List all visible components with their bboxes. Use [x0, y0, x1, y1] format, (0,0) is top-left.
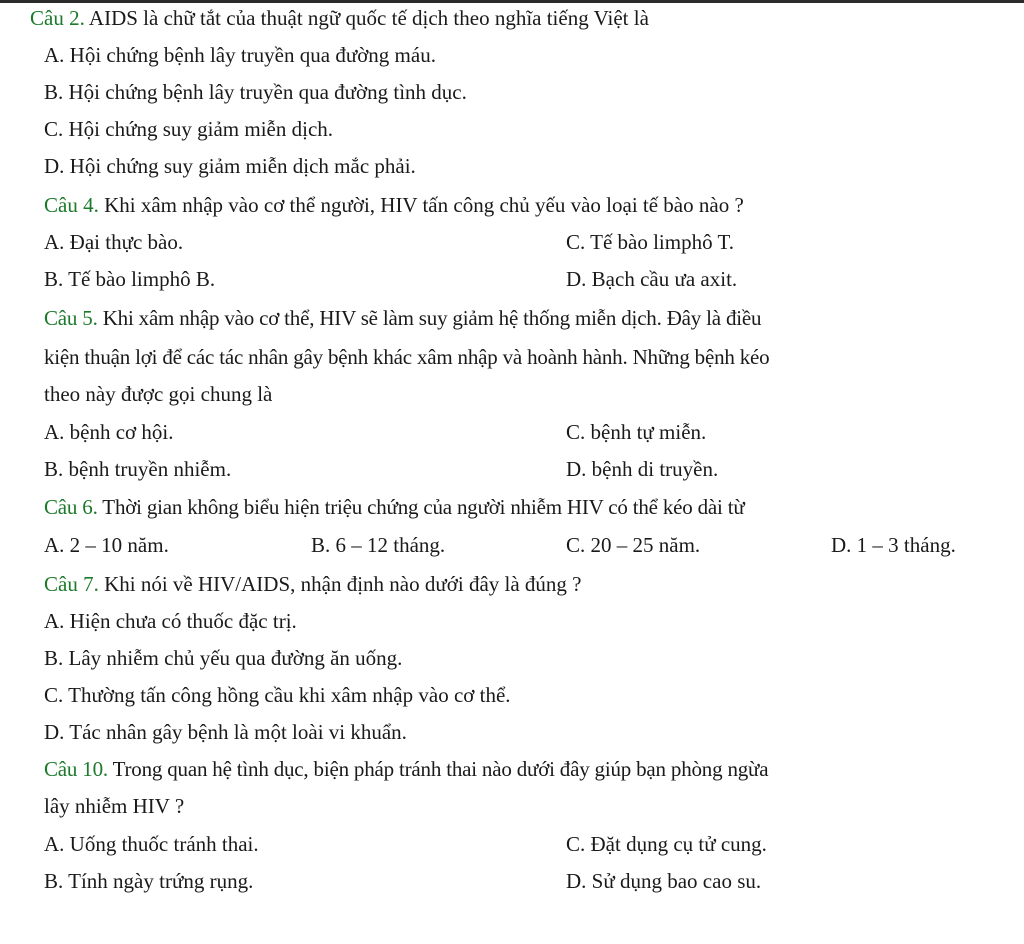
question-6-option-d: D. 1 – 3 tháng. — [831, 533, 956, 557]
question-4-option-c: C. Tế bào limphô T. — [566, 230, 734, 254]
question-10-options-row-2 — [0, 863, 1024, 899]
question-2-option-a — [0, 37, 1024, 73]
question-4-text: Khi xâm nhập vào cơ thể người, HIV tấn công chủ yếu vào loại tế bào nào ? — [98, 193, 744, 217]
option-text: A. Hội chứng bệnh lây truyền qua đường máu. — [44, 43, 436, 67]
question-6-text: Thời gian không biểu hiện triệu chứng của người nhiễm HIV có thể kéo dài từ — [97, 495, 745, 519]
question-10-options-row-1 — [0, 826, 1024, 862]
question-4-option-a: A. Đại thực bào. — [44, 230, 184, 254]
question-5-option-c: C. bệnh tự miễn. — [566, 420, 707, 444]
question-5-text-line-3: theo này được gọi chung là — [44, 382, 273, 406]
option-text: C. Thường tấn công hồng cầu khi xâm nhập vào cơ thể. — [44, 683, 511, 707]
question-4-options-row-1 — [0, 224, 1024, 260]
question-6-option-c: C. 20 – 25 năm. — [566, 533, 701, 557]
question-5-option-a: A. bệnh cơ hội. — [44, 420, 174, 444]
question-5-line-2 — [0, 339, 1024, 375]
question-10-option-b: B. Tính ngày trứng rụng. — [44, 869, 254, 893]
question-4-options-row-2 — [0, 261, 1024, 297]
question-5 — [0, 300, 1024, 336]
question-7-option-d — [0, 714, 1024, 750]
question-4-option-d: D. Bạch cầu ưa axit. — [566, 267, 738, 291]
question-10-label: Câu 10. — [44, 757, 108, 781]
question-5-text-line-2: kiện thuận lợi để các tác nhân gây bệnh khác xâm nhập và hoành hành. Những bệnh kéo — [44, 345, 770, 369]
option-text: B. Hội chứng bệnh lây truyền qua đường tình dục. — [44, 80, 467, 104]
question-6 — [0, 489, 1024, 525]
question-5-options-row-2 — [0, 451, 1024, 487]
question-10-option-d: D. Sử dụng bao cao su. — [566, 869, 762, 893]
question-2-text: AIDS là chữ tắt của thuật ngữ quốc tế dịch theo nghĩa tiếng Việt là — [84, 6, 649, 30]
question-7-option-a — [0, 603, 1024, 639]
question-7-text: Khi nói về HIV/AIDS, nhận định nào dưới đây là đúng ? — [98, 572, 582, 596]
question-10 — [0, 751, 1024, 787]
question-2 — [0, 0, 1024, 36]
question-6-options-row — [0, 527, 1024, 563]
option-text: D. Hội chứng suy giảm miễn dịch mắc phải. — [44, 154, 416, 178]
question-4 — [0, 187, 1024, 223]
question-7-option-c — [0, 677, 1024, 713]
question-5-options-row-1 — [0, 414, 1024, 450]
question-4-label: Câu 4. — [44, 193, 99, 217]
question-7-option-b — [0, 640, 1024, 676]
question-6-option-b: B. 6 – 12 tháng. — [311, 533, 446, 557]
question-10-option-c: C. Đặt dụng cụ tử cung. — [566, 832, 767, 856]
question-5-option-d: D. bệnh di truyền. — [566, 457, 719, 481]
question-2-option-c — [0, 111, 1024, 147]
question-10-text-line-1: Trong quan hệ tình dục, biện pháp tránh thai nào dưới đây giúp bạn phòng ngừa — [107, 757, 769, 781]
question-10-option-a: A. Uống thuốc tránh thai. — [44, 832, 259, 856]
option-text: A. Hiện chưa có thuốc đặc trị. — [44, 609, 297, 633]
question-5-text-line-1: Khi xâm nhập vào cơ thể, HIV sẽ làm suy giảm hệ thống miễn dịch. Đây là điều — [97, 306, 762, 330]
option-text: C. Hội chứng suy giảm miễn dịch. — [44, 117, 334, 141]
question-7 — [0, 566, 1024, 602]
question-2-option-d — [0, 148, 1024, 184]
question-5-option-b: B. bệnh truyền nhiễm. — [44, 457, 232, 481]
question-2-label: Câu 2. — [30, 6, 85, 30]
question-10-line-2 — [0, 788, 1024, 824]
question-4-option-b: B. Tế bào limphô B. — [44, 267, 216, 291]
question-10-text-line-2: lây nhiễm HIV ? — [44, 794, 185, 818]
question-6-label: Câu 6. — [44, 495, 98, 519]
option-text: B. Lây nhiễm chủ yếu qua đường ăn uống. — [44, 646, 403, 670]
question-6-option-a: A. 2 – 10 năm. — [44, 533, 169, 557]
option-text: D. Tác nhân gây bệnh là một loài vi khuẩn. — [44, 720, 407, 744]
question-5-label: Câu 5. — [44, 306, 98, 330]
question-5-line-3 — [0, 376, 1024, 412]
question-7-label: Câu 7. — [44, 572, 99, 596]
question-2-option-b — [0, 74, 1024, 110]
